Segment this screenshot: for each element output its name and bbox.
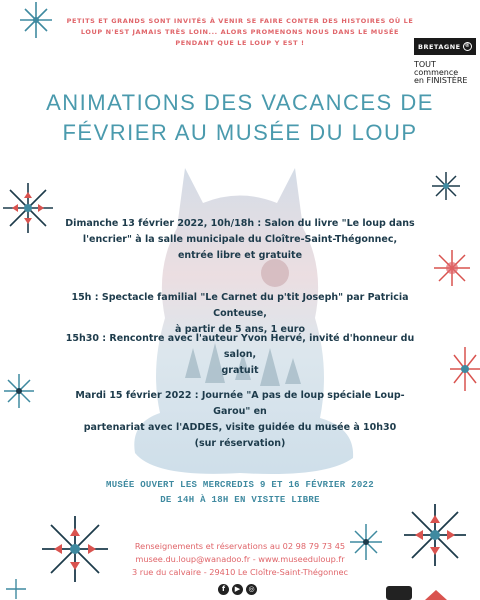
contact-address: 3 rue du calvaire - 29410 Le Cloître-Saint-Thégonnec [131, 567, 349, 577]
snowflake-icon [432, 248, 472, 288]
program-line: gratuit [221, 365, 259, 376]
intro-line: LOUP N'EST JAMAIS TRÈS LOIN... ALORS PROMENONS NOUS DANS LE MUSÉE [80, 28, 400, 36]
partner-logo [386, 586, 412, 600]
program-line: à partir de 5 ans, 1 euro [175, 324, 305, 335]
social-links [218, 584, 257, 595]
snowflake-icon [430, 170, 462, 202]
program-line: (sur réservation) [194, 438, 286, 449]
program-item [58, 216, 422, 264]
page-title [40, 88, 440, 148]
intro-line: PETITS ET GRANDS SONT INVITÉS À VENIR SE FAIRE CONTER DES HISTOIRES OÙ LE [66, 17, 414, 25]
program-line: Mardi 15 février 2022 : Journée "A pas de loup spéciale Loup-Garou" en [75, 390, 405, 417]
snowflake-icon [0, 180, 56, 236]
program-line: l'encrier" à la salle municipale du Cloître-Saint-Thégonnec, [82, 234, 398, 245]
title-line: ANIMATIONS DES VACANCES DE [46, 90, 434, 115]
snowflake-icon [448, 345, 480, 393]
snowflake-icon [4, 578, 28, 600]
opening-line: DE 14H À 18H EN VISITE LIBRE [160, 495, 320, 505]
brand-logo[interactable] [414, 38, 476, 85]
youtube-icon[interactable]: ▶ [232, 584, 243, 595]
partner-logo [425, 588, 447, 600]
opening-hours [60, 478, 420, 508]
program-line: partenariat avec l'ADDES, visite guidée du musée à 10h30 [83, 422, 397, 433]
title-line: FÉVRIER AU MUSÉE DU LOUP [62, 120, 418, 145]
program-item [58, 388, 422, 452]
program-line: 15h30 : Rencontre avec l'auteur Yvon Hervé, invité d'honneur du salon, [65, 333, 415, 360]
tagline-line: commence [414, 68, 459, 77]
contact-email-web[interactable]: musee.du.loup@wanadoo.fr - www.museeduloup.fr [135, 554, 345, 564]
program-line: entrée libre et gratuite [177, 250, 303, 261]
tagline-line: TOUT [414, 60, 436, 69]
intro-text [60, 16, 420, 49]
instagram-icon[interactable]: ◎ [246, 584, 257, 595]
contact-info [90, 540, 390, 579]
contact-phone: Renseignements et réservations au 02 98 79 73 45 [134, 541, 346, 551]
brand-tagline [414, 61, 476, 85]
program-line: 15h : Spectacle familial "Le Carnet du p'tit Joseph" par Patricia Conteuse, [71, 292, 409, 319]
intro-line: PENDANT QUE LE LOUP Y EST ! [175, 39, 305, 47]
bretagne-label: BRETAGNE [418, 42, 461, 51]
bretagne-badge [414, 38, 476, 55]
brand-mark-icon: ® [464, 43, 471, 49]
facebook-icon[interactable]: f [218, 584, 229, 595]
snowflake-icon [18, 0, 54, 40]
snowflake-icon [400, 500, 470, 570]
snowflake-icon [2, 372, 36, 410]
program-item [58, 331, 422, 379]
opening-line: MUSÉE OUVERT LES MERCREDIS 9 ET 16 FÉVRIER 2022 [106, 480, 374, 490]
tagline-line: en FINISTÈRE [414, 76, 468, 85]
program-line: Dimanche 13 février 2022, 10h/18h : Salon du livre "Le loup dans [65, 218, 415, 229]
